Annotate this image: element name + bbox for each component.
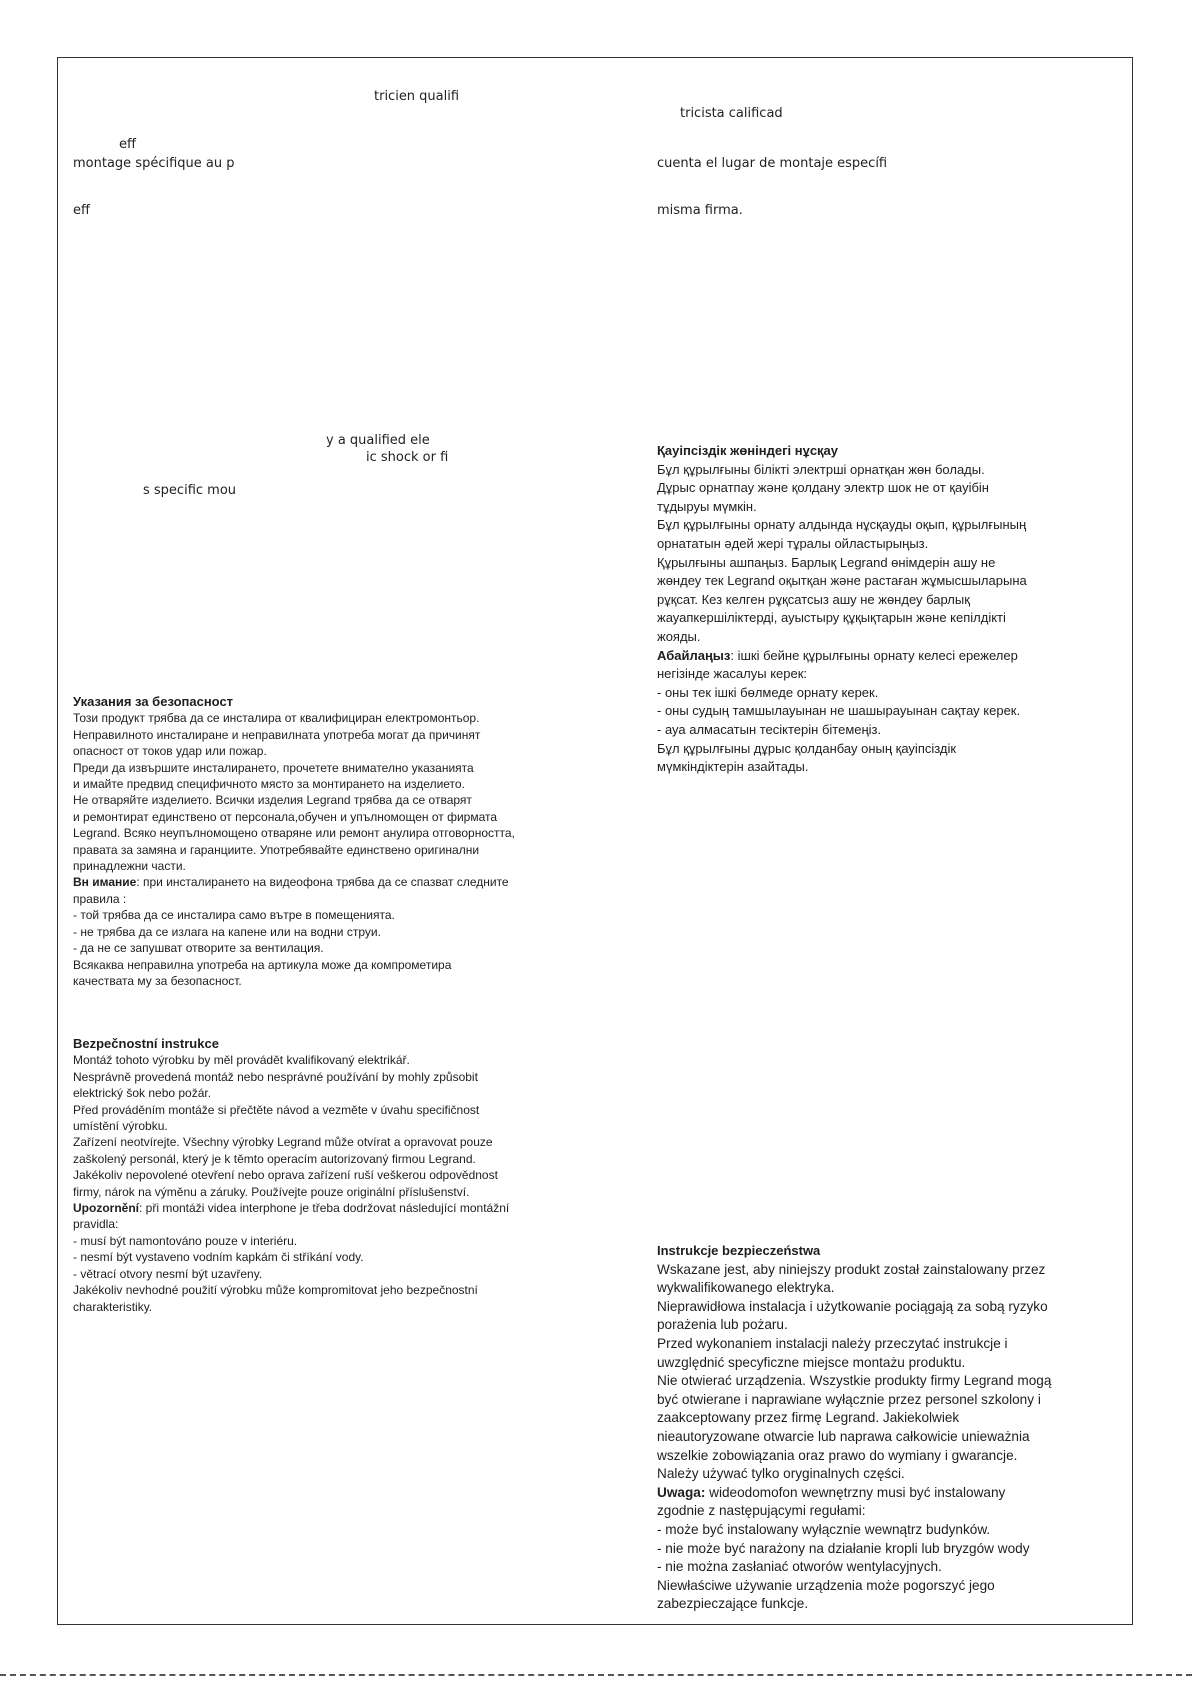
kz-line: жояды. xyxy=(657,628,701,644)
cz-line: Jakékoliv nepovolené otevření nebo oprava zařízení ruší veškerou odpovědnost xyxy=(73,1168,498,1183)
bg-attention-text: : при инсталирането на видеофона трябва да се спазват следните xyxy=(136,875,509,890)
pl-rule-line: Niewłaściwe używanie urządzenia może pogorszyć jego xyxy=(657,1577,995,1593)
bg-rule-line: - той трябва да се инсталира само вътре в помещенията. xyxy=(73,908,395,923)
pl-rule-line: - może być instalowany wyłącznie wewnątrz budynków. xyxy=(657,1521,991,1537)
en-fragment-3: s specific mou xyxy=(143,483,237,498)
kz-rule-line: негізінде жасалуы керек: xyxy=(657,666,808,682)
kz-attention-line xyxy=(657,647,1027,666)
kz-line: Дұрыс орнатпау және қолдану электр шок не от қауібін xyxy=(657,480,989,496)
cz-attention-label: Upozornění xyxy=(73,1201,139,1216)
pl-rule-line: zgodnie z następującymi regułami: xyxy=(657,1503,866,1519)
cut-line-divider xyxy=(0,1674,1192,1676)
cz-line: Před prováděním montáže si přečtěte návod a vezměte v úvahu specifičnost xyxy=(73,1102,480,1117)
bg-line: правата за замяна и гаранциите. Употребявайте единствено оригинални xyxy=(73,842,480,857)
cz-attention-text: : při montáži videa interphone je třeba dodržovat následující montážní xyxy=(139,1201,510,1216)
pl-line: Należy używać tylko oryginalnych części. xyxy=(657,1466,905,1482)
bg-rule-line: - не трябва да се излага на капене или на водни струи. xyxy=(73,924,381,939)
cz-attention-line xyxy=(73,1200,509,1216)
kz-rule-line: мүмкіндіктерін азайтады. xyxy=(657,759,809,775)
cz-rule-line: charakteristiky. xyxy=(73,1299,153,1314)
kz-line: Құрылғыны ашпаңыз. Барлық Legrand өнімдерін ашу не xyxy=(657,554,996,570)
pl-rule-line: - nie można zasłaniać otworów wentylacyjnych. xyxy=(657,1559,942,1575)
cz-line: elektrický šok nebo požár. xyxy=(73,1086,212,1101)
bg-rule-line: правила : xyxy=(73,891,127,906)
bg-rule-line: качествата му за безопасност. xyxy=(73,973,242,988)
es-fragment-2: cuenta el lugar de montaje específi xyxy=(657,156,888,171)
bg-line: и ремонтират единствено от персонала,обучен и упълномощен от фирмата xyxy=(73,809,498,824)
pl-safety-section xyxy=(657,1242,1051,1614)
pl-attention-line xyxy=(657,1484,1051,1503)
cz-rule-line: Jakékoliv nevhodné použití výrobku může kompromitovat jeho bezpečnostní xyxy=(73,1283,478,1298)
bg-line: опасност от токов удар или пожар. xyxy=(73,744,267,759)
fr-fragment-1: tricien qualifi xyxy=(374,89,460,104)
pl-rule-line: zabezpieczające funkcje. xyxy=(657,1596,809,1612)
pl-line: Wskazane jest, aby niniejszy produkt został zainstalowany przez xyxy=(657,1261,1046,1277)
pl-line: być otwierane i naprawiane wyłącznie przez personel szkolony i xyxy=(657,1391,1041,1407)
pl-line: wykwalifikowanego elektryka. xyxy=(657,1280,835,1296)
cz-line: Zařízení neotvírejte. Všechny výrobky Legrand může otvírat a opravovat pouze xyxy=(73,1135,493,1150)
bg-rule-line: - да не се запушват отворите за вентилация. xyxy=(73,941,324,956)
pl-rule-line: - nie może być narażony na działanie kropli lub bryzgów wody xyxy=(657,1540,1030,1556)
kz-rule-line: - оны тек ішкі бөлмеде орнату керек. xyxy=(657,684,879,700)
cz-rule-line: pravidla: xyxy=(73,1217,119,1232)
pl-attention-label: Uwaga: xyxy=(657,1484,706,1500)
pl-title: Instrukcje bezpieczeństwa xyxy=(657,1243,821,1258)
fr-fragment-4: eff xyxy=(73,203,90,218)
cz-line: Montáž tohoto výrobku by měl provádět kvalifikovaný elektrikář. xyxy=(73,1053,410,1068)
bg-line: принадлежни части. xyxy=(73,859,186,874)
bg-line: Преди да извършите инсталирането, прочетете внимателно указанията xyxy=(73,760,474,775)
cz-line: Nesprávně provedená montáž nebo nesprávné používání by mohly způsobit xyxy=(73,1069,478,1084)
es-fragment-1: tricista calificad xyxy=(680,106,783,121)
kz-line: рұқсат. Кез келген рұқсатсыз ашу не жөндеу барлық xyxy=(657,591,970,607)
kz-line: Бұл құрылғыны білікті электрші орнатқан жөн болады. xyxy=(657,461,985,477)
kz-rule-line: - ауа алмасатын тесіктерін бітемеңіз. xyxy=(657,721,882,737)
pl-line: uwzględnić specyficzne miejsce montażu produktu. xyxy=(657,1354,966,1370)
pl-line: Nie otwierać urządzenia. Wszystkie produkty firmy Legrand mogą xyxy=(657,1373,1052,1389)
bg-attention-label: Вн имание xyxy=(73,875,137,890)
bg-rule-line: Всякаква неправилна употреба на артикула може да компрометира xyxy=(73,957,452,972)
bg-line: Този продукт трябва да се инсталира от квалифициран електромонтьор. xyxy=(73,711,480,726)
kz-rule-line: - оны судың тамшылауынан не шашырауынан сақтау керек. xyxy=(657,703,1021,719)
kz-line: жөндеу тек Legrand оқытқан және растаған жұмысшыларына xyxy=(657,573,1027,589)
kz-title: Қауіпсіздік жөніндегі нұсқау xyxy=(657,443,839,458)
en-fragment-1: y a qualified ele xyxy=(326,433,430,448)
bg-line: и имайте предвид специфичното място за монтирането на изделието. xyxy=(73,777,465,792)
kz-line: орнататын әдей жері тұралы ойластырыңыз. xyxy=(657,535,929,551)
pl-line: porażenia lub pożaru. xyxy=(657,1317,788,1333)
pl-line: zaakceptowany przez firmę Legrand. Jakiekolwiek xyxy=(657,1410,960,1426)
pl-line: Nieprawidłowa instalacja i użytkowanie pociągają za sobą ryzyko xyxy=(657,1298,1048,1314)
cz-title: Bezpečnostní instrukce xyxy=(73,1036,219,1051)
kz-safety-section xyxy=(657,442,1027,777)
cz-line: zaškolený personál, který je k těmto operacím autorizovaný firmou Legrand. xyxy=(73,1151,476,1166)
bg-line: Legrand. Всяко неупълномощено отваряне или ремонт анулира отговорността, xyxy=(73,826,515,841)
cz-rule-line: - musí být namontováno pouze v interiéru. xyxy=(73,1233,298,1248)
cz-line: umístění výrobku. xyxy=(73,1119,168,1134)
pl-line: nieautoryzowane otwarcie lub naprawa całkowicie unieważnia xyxy=(657,1428,1030,1444)
pl-line: Przed wykonaniem instalacji należy przeczytać instrukcje i xyxy=(657,1335,1008,1351)
fr-fragment-3: montage spécifique au p xyxy=(73,156,235,171)
cz-rule-line: - větrací otvory nesmí být uzavřeny. xyxy=(73,1266,263,1281)
bg-line: Неправилното инсталиране и неправилната употреба могат да причинят xyxy=(73,727,481,742)
bg-safety-section xyxy=(73,694,515,989)
bg-line: Не отваряйте изделието. Всички изделия Legrand трябва да се отварят xyxy=(73,793,472,808)
es-fragment-3: misma firma. xyxy=(657,203,743,218)
pl-attention-text: wideodomofon wewnętrzny musi być instalowany xyxy=(705,1484,1006,1500)
bg-title: Указания за безопасност xyxy=(73,694,234,709)
cz-line: firmy, nárok na výměnu a záruky. Používejte pouze originální příslušenství. xyxy=(73,1184,470,1199)
kz-attention-label: Абайлаңыз xyxy=(657,647,731,663)
kz-line: жауапкершіліктерді, ауыстыру құқықтарын және кепілдікті xyxy=(657,610,1006,626)
kz-rule-line: Бұл құрылғыны дұрыс қолданбау оның қауіпсіздік xyxy=(657,740,957,756)
kz-attention-text: : ішкі бейне құрылғыны орнату келесі ережелер xyxy=(730,647,1018,663)
pl-line: wszelkie zobowiązania oraz prawo do wymiany i gwarancje. xyxy=(657,1447,1018,1463)
kz-line: Бұл құрылғыны орнату алдында нұсқауды оқып, құрылғының xyxy=(657,517,1027,533)
cz-safety-section xyxy=(73,1036,509,1315)
bg-attention-line xyxy=(73,874,515,890)
cz-rule-line: - nesmí být vystaveno vodním kapkám či stříkání vody. xyxy=(73,1250,364,1265)
en-fragment-2: ic shock or fi xyxy=(366,450,449,465)
kz-line: тұдыруы мүмкін. xyxy=(657,498,757,514)
fr-fragment-2: eff xyxy=(119,137,136,152)
